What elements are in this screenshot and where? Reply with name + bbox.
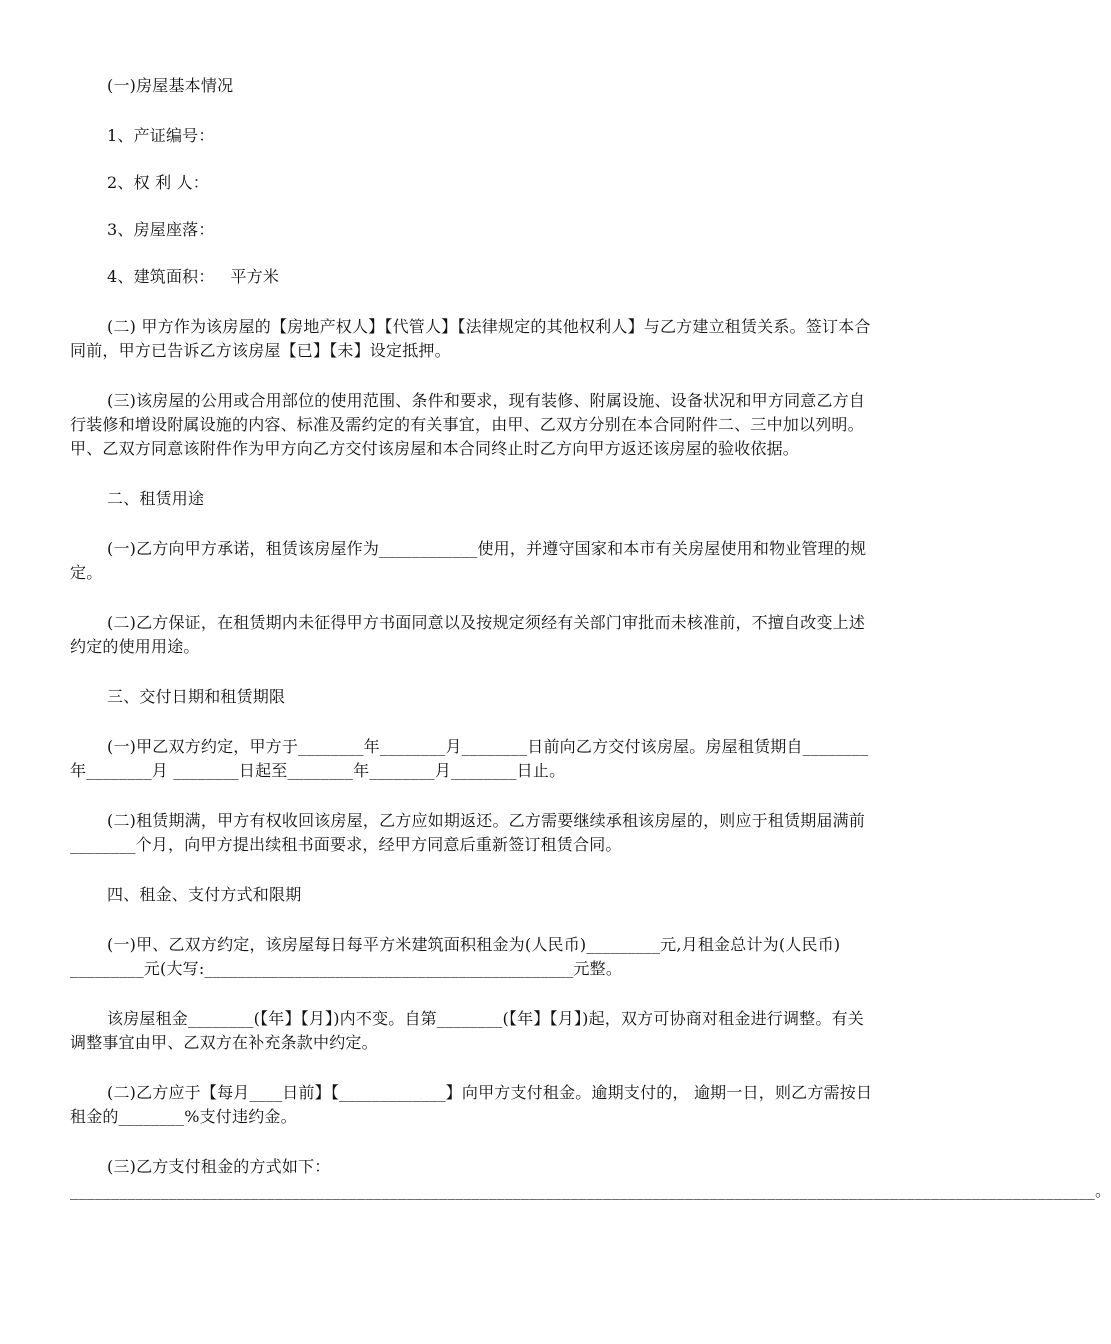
paragraph: (三)乙方支付租金的方式如下：_____________________________________________________________________________________________________________________________。 (70, 1157, 1111, 1200)
section-heading: 二、租赁用途 (107, 489, 205, 508)
field-certificate-number: 1、产证编号： (107, 126, 215, 145)
paragraph: (一)甲乙双方约定，甲方于________年________月________日前向乙方交付该房屋。房屋租赁期自________年________月 ________日起至________年________月________日止。 (70, 737, 869, 780)
section-heading: 三、交付日期和租赁期限 (107, 687, 286, 706)
section-heading: 四、租金、支付方式和限期 (107, 885, 302, 904)
paragraph: (二) 甲方作为该房屋的【房地产权人】【代管人】【法律规定的其他权利人】与乙方建立租赁关系。签订本合同前，甲方已告诉乙方该房屋【已】【未】设定抵押。 (70, 317, 871, 360)
paragraph: (一)甲、乙双方约定，该房屋每日每平方米建筑面积租金为(人民币)_________元,月租金总计为(人民币) _________元(大写:_____________________________________________元整。 (70, 935, 846, 978)
section-heading: (一)房屋基本情况 (107, 76, 234, 95)
field-location: 3、房屋座落： (107, 220, 215, 239)
field-owner: 2、权 利 人： (107, 173, 209, 192)
paragraph: (二)租赁期满，甲方有权收回该房屋，乙方应如期返还。乙方需要继续承租该房屋的，则应于租赁期届满前________个月，向甲方提出续租书面要求，经甲方同意后重新签订租赁合同。 (70, 811, 866, 854)
paragraph: (二)乙方保证，在租赁期内未征得甲方书面同意以及按规定须经有关部门审批而未核准前，不擅自改变上述约定的使用用途。 (70, 613, 866, 656)
paragraph: (三)该房屋的公用或合用部位的使用范围、条件和要求，现有装修、附属设施、设备状况和甲方同意乙方自行装修和增设附属设施的内容、标准及需约定的有关事宜，由甲、乙双方分别在本合同附件二、三中加以列明。甲、乙双方同意该附件作为甲方向乙方交付该房屋和本合同终止时乙方向甲方返还该房屋的验收依据。 (70, 391, 866, 458)
paragraph: (一)乙方向甲方承诺，租赁该房屋作为____________使用，并遵守国家和本市有关房屋使用和物业管理的规定。 (70, 539, 867, 582)
field-area: 4、建筑面积： 平方米 (107, 267, 280, 286)
paragraph: 该房屋租金________(【年】【月】)内不变。自第________(【年】【月】)起，双方可协商对租金进行调整。有关调整事宜由甲、乙双方在补充条款中约定。 (70, 1009, 864, 1052)
paragraph: (二)乙方应于【每月____日前】【_____________】向甲方支付租金。逾期支付的， 逾期一日，则乙方需按日租金的________%支付违约金。 (70, 1083, 873, 1126)
